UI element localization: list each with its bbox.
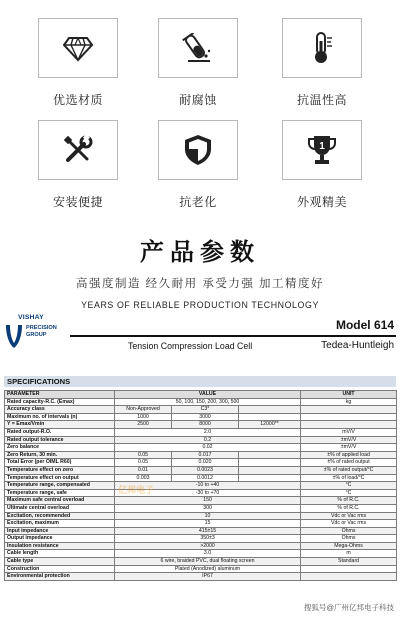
thermometer-icon [309, 32, 335, 64]
trophy-number: 1 [319, 141, 325, 152]
value-cell: 15 [115, 520, 301, 528]
feature-install [38, 120, 118, 210]
table-row [5, 451, 397, 459]
unit-cell: % of R.C. [301, 497, 397, 505]
feature-icon-box [158, 18, 238, 78]
value-cell: C3* [172, 406, 239, 414]
value-cell [239, 406, 301, 414]
parameter-cell: Excitation, recommended [5, 512, 115, 520]
model-number: Model 614 [335, 318, 394, 332]
value-cell: -30 to +70 [115, 489, 301, 497]
parameter-cell: Input impedance [5, 527, 115, 535]
table-row [5, 444, 397, 452]
column-header: UNIT [301, 391, 397, 399]
value-cell: IP67 [115, 573, 301, 581]
value-cell: 300 [115, 504, 301, 512]
unit-cell: ±% of rated output/°C [301, 466, 397, 474]
table-row [5, 504, 397, 512]
unit-cell: kg [301, 398, 397, 406]
vishay-v-icon [4, 323, 24, 349]
feature-icon-box [38, 18, 118, 78]
parameter-cell: Excitation, maximum [5, 520, 115, 528]
column-header: PARAMETER [5, 391, 115, 399]
value-cell: 415±15 [115, 527, 301, 535]
feature-temperature [282, 18, 362, 108]
feature-label: 抗老化 [179, 195, 217, 209]
value-cell: 50, 100, 150, 200, 300, 500 [115, 398, 301, 406]
table-row [5, 428, 397, 436]
unit-cell: Standard [301, 558, 397, 566]
unit-cell: mV/V [301, 428, 397, 436]
unit-cell: °C [301, 482, 397, 490]
value-cell: 3.0 [115, 550, 301, 558]
section-title: SPECIFICATIONS [4, 376, 396, 387]
header-rule [70, 335, 396, 337]
parameter-cell: Rated output tolerance [5, 436, 115, 444]
specifications-table [4, 390, 397, 581]
feature-label: 安装便捷 [52, 195, 103, 209]
diamond-icon [63, 34, 93, 62]
unit-cell: Mega-Ohms [301, 542, 397, 550]
unit-cell: % of R.C. [301, 504, 397, 512]
feature-label: 抗温性高 [296, 93, 347, 107]
value-cell: >2000 [115, 542, 301, 550]
wrench-screwdriver-icon [63, 135, 93, 165]
unit-cell: ±% of rated output [301, 459, 397, 467]
feature-label: 耐腐蚀 [179, 93, 217, 107]
parameter-cell: Zero balance [5, 444, 115, 452]
parameter-cell: Construction [5, 565, 115, 573]
feature-icon-box [282, 18, 362, 78]
feature-label: 外观精美 [296, 195, 347, 209]
page-title: 产品参数 [140, 239, 260, 266]
brand-sub: GROUP [26, 332, 47, 338]
parameter-cell: Temperature range, safe [5, 489, 115, 497]
table-row [5, 550, 397, 558]
parameter-cell: Total Error (per OIML R60) [5, 459, 115, 467]
table-row [5, 466, 397, 474]
table-row [5, 558, 397, 566]
feature-icon-box [38, 120, 118, 180]
parameter-cell: Maximum safe central overload [5, 497, 115, 505]
value-cell: 10 [115, 512, 301, 520]
value-cell: 1000 [115, 413, 172, 421]
datasheet-header [0, 308, 400, 360]
vishay-logo [4, 314, 68, 356]
value-cell [239, 466, 301, 474]
unit-cell [301, 406, 397, 414]
table-row [5, 520, 397, 528]
value-cell: 0.05 [115, 451, 172, 459]
brand-sub: PRECISION [26, 325, 57, 331]
feature-grid [0, 0, 400, 209]
value-cell: -10 to +40 [115, 482, 301, 490]
value-cell: 8000 [172, 421, 239, 429]
table-row [5, 535, 397, 543]
value-cell: 0.02 [115, 444, 301, 452]
value-cell: 0.020 [172, 459, 239, 467]
unit-cell: ±% of load/°C [301, 474, 397, 482]
parameter-cell: Temperature effect on zero [5, 466, 115, 474]
feature-icon-box [282, 120, 362, 180]
parameter-cell: Y = Emax/Vmin [5, 421, 115, 429]
value-cell: 0.0023 [172, 466, 239, 474]
parameters-headline [0, 232, 400, 310]
page-subtitle: 高强度制造 经久耐用 承受力强 加工精度好 [75, 278, 325, 290]
value-cell [239, 459, 301, 467]
watermark-bottom: 搜狐号@广州亿邦电子科技 [303, 603, 394, 612]
table-body [5, 398, 397, 580]
unit-cell: Ohms [301, 535, 397, 543]
parameter-cell: Cable length [5, 550, 115, 558]
unit-cell: ±mV/V [301, 444, 397, 452]
table-row [5, 497, 397, 505]
value-cell: Plated (Anodized) aluminum [115, 565, 301, 573]
unit-cell: ±mV/V [301, 436, 397, 444]
parameter-cell: Temperature range, compensated [5, 482, 115, 490]
value-cell: 0.0012 [172, 474, 239, 482]
table-row [5, 459, 397, 467]
table-row [5, 413, 397, 421]
trophy-icon [307, 134, 337, 166]
value-cell: 0.05 [115, 459, 172, 467]
parameter-cell: Accuracy class [5, 406, 115, 414]
table-row [5, 512, 397, 520]
table-row [5, 527, 397, 535]
feature-label: 优选材质 [52, 93, 103, 107]
table-header-row [5, 391, 397, 399]
value-cell: 2.0 [115, 428, 301, 436]
table-row [5, 474, 397, 482]
value-cell: Non-Approved [115, 406, 172, 414]
table-row [5, 565, 397, 573]
value-cell: 0.2 [115, 436, 301, 444]
feature-material [38, 18, 118, 108]
parameter-cell: Temperature effect on output [5, 474, 115, 482]
manufacturer: Tedea-Huntleigh [321, 340, 394, 351]
product-description: Tension Compression Load Cell [128, 341, 253, 351]
value-cell: 350±3 [115, 535, 301, 543]
table-row [5, 406, 397, 414]
column-header: VALUE [115, 391, 301, 399]
unit-cell: °C [301, 489, 397, 497]
unit-cell: Vdc or Vac rms [301, 520, 397, 528]
parameter-cell: Insulation resistance [5, 542, 115, 550]
value-cell [239, 413, 301, 421]
value-cell: 0.01 [115, 466, 172, 474]
unit-cell: m [301, 550, 397, 558]
unit-cell [301, 565, 397, 573]
value-cell [239, 451, 301, 459]
value-cell: 6 wire, braided PVC, dual floating screen [115, 558, 301, 566]
table-row [5, 398, 397, 406]
test-tube-icon [182, 33, 214, 63]
unit-cell [301, 413, 397, 421]
feature-corrosion [158, 18, 238, 108]
table-row [5, 436, 397, 444]
brand-name: VISHAY [18, 314, 44, 321]
shield-icon [184, 134, 212, 166]
parameter-cell: Output impedance [5, 535, 115, 543]
parameter-cell: Zero Return, 30 min. [5, 451, 115, 459]
value-cell: 150 [115, 497, 301, 505]
parameter-cell: Rated capacity-R.C. (Emax) [5, 398, 115, 406]
table-row [5, 489, 397, 497]
value-cell [239, 474, 301, 482]
table-row [5, 421, 397, 429]
unit-cell [301, 421, 397, 429]
feature-appearance [282, 120, 362, 210]
parameter-cell: Ultimate central overload [5, 504, 115, 512]
value-cell: 12000** [239, 421, 301, 429]
value-cell: 2500 [115, 421, 172, 429]
specifications-section [4, 376, 396, 581]
unit-cell [301, 573, 397, 581]
value-cell: 3000 [172, 413, 239, 421]
parameter-cell: Environmental protection [5, 573, 115, 581]
parameter-cell: Rated output-R.O. [5, 428, 115, 436]
unit-cell: Vdc or Vac rms [301, 512, 397, 520]
watermark-middle: 亿邦电子 [118, 485, 155, 495]
feature-icon-box [158, 120, 238, 180]
feature-anti-aging [158, 120, 238, 210]
parameter-cell: Cable type [5, 558, 115, 566]
unit-cell: Ohms [301, 527, 397, 535]
value-cell: 0.017 [172, 451, 239, 459]
value-cell: 0.003 [115, 474, 172, 482]
unit-cell: ±% of applied load [301, 451, 397, 459]
table-row [5, 573, 397, 581]
table-row [5, 482, 397, 490]
parameter-cell: Maximum no. of intervals (n) [5, 413, 115, 421]
tagline: YEARS OF RELIABLE PRODUCTION TECHNOLOGY [81, 300, 319, 310]
table-row [5, 542, 397, 550]
